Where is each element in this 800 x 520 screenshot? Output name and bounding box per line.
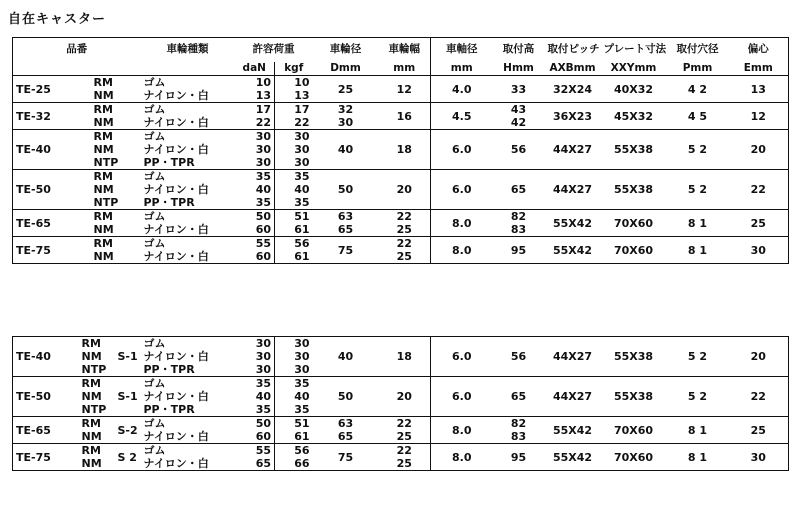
hole-dia-cell: 5 2 [667, 377, 729, 417]
header-plate-size-unit: XXYmm [601, 62, 667, 76]
header-wheel-dia: 車輪径 [329, 43, 362, 56]
hole-pitch-cell: 44X27 [545, 170, 601, 210]
code-cell: RM [91, 210, 141, 224]
load-dan-cell: 60 [235, 430, 275, 444]
hole-dia-cell: 8 1 [667, 237, 729, 264]
axle-dia-cell: 4.0 [452, 82, 472, 96]
table-row [13, 444, 789, 458]
load-kgf-cell: 40 [294, 390, 310, 403]
load-dan-cell: 35 [235, 196, 275, 210]
wheel-material-cell: PP・TPR [143, 403, 195, 416]
header-offset-unit: Emm [729, 62, 789, 76]
wheel-width-cell: 18 [379, 337, 431, 377]
axle-dia-cell: 8.0 [431, 444, 493, 471]
header-load-kgf: kgf [275, 62, 313, 76]
load-kgf-cell: 30 [294, 156, 310, 169]
mount-height-cell: 82 [493, 210, 545, 224]
code-cell: NTP [93, 196, 119, 209]
hole-dia-cell: 8 1 [667, 417, 729, 444]
load-kgf-cell: 35 [275, 170, 313, 184]
code-cell: NTP [81, 403, 107, 416]
model-cell: TE-50 [13, 170, 91, 210]
code-cell: NM [81, 457, 102, 470]
wheel-material-cell: ゴム [143, 337, 166, 350]
load-dan-cell: 60 [235, 250, 275, 264]
code-cell: NM [81, 350, 102, 363]
header-offset: 偏心 [747, 43, 769, 56]
hole-dia-cell: 5 2 [667, 130, 729, 170]
model-cell: TE-32 [13, 103, 91, 130]
plate-size-cell: 70X60 [601, 210, 667, 237]
series-cell: S-1 [115, 377, 141, 417]
wheel-material-cell: PP・TPR [143, 363, 195, 376]
plate-size-cell: 55X38 [601, 170, 667, 210]
mount-height-cell: 83 [510, 223, 527, 236]
load-dan-cell: 50 [235, 210, 275, 224]
model-cell: TE-25 [16, 82, 51, 96]
load-kgf-cell: 56 [275, 237, 313, 251]
wheel-material-cell: ナイロン・白 [143, 430, 209, 443]
plate-size-cell: 70X60 [601, 237, 667, 264]
wheel-material-cell: ナイロン・白 [143, 223, 209, 236]
plate-size-cell: 70X60 [601, 444, 667, 471]
hole-pitch-cell: 44X27 [545, 130, 601, 170]
axle-dia-cell: 6.0 [431, 130, 493, 170]
wheel-dia-cell: 63 [313, 417, 379, 431]
code-cell: RM [79, 417, 115, 431]
wheel-width-cell: 20 [379, 377, 431, 417]
offset-cell: 13 [750, 82, 766, 96]
offset-cell: 22 [729, 377, 789, 417]
load-kgf-cell: 35 [275, 377, 313, 391]
model-cell: TE-40 [13, 130, 91, 170]
load-kgf-cell: 30 [294, 337, 310, 350]
axle-dia-cell: 6.0 [452, 350, 472, 363]
axle-dia-cell: 6.0 [431, 170, 493, 210]
wheel-material-cell: ナイロン・白 [143, 143, 209, 156]
load-dan-cell: 22 [235, 116, 275, 130]
code-cell: RM [91, 237, 141, 251]
axle-dia-cell: 8.0 [431, 210, 493, 237]
wheel-dia-cell: 75 [313, 237, 379, 264]
mount-height-cell: 56 [510, 350, 527, 363]
wheel-material-cell: ゴム [141, 377, 235, 391]
header-hole-pitch: 取付ピッチ [547, 43, 600, 56]
header-axle-dia: 車軸径 [446, 43, 478, 56]
wheel-width-cell: 22 [379, 444, 431, 458]
code-cell: NM [93, 143, 114, 156]
load-kgf-cell: 30 [294, 350, 310, 363]
wheel-material-cell: ナイロン・白 [143, 116, 209, 129]
hole-pitch-cell: 44X27 [552, 350, 593, 363]
load-dan-cell: 40 [235, 183, 275, 196]
mount-height-cell: 83 [510, 430, 527, 443]
plate-size-cell: 40X32 [613, 82, 654, 96]
code-cell: NM [93, 250, 114, 263]
load-kgf-cell: 66 [294, 457, 310, 470]
code-cell: NM [93, 116, 114, 129]
model-cell: TE-75 [13, 237, 91, 264]
mount-height-cell: 65 [493, 377, 545, 417]
table-row [13, 103, 789, 117]
caster-spec-table [12, 37, 789, 264]
load-dan-cell: 50 [235, 417, 275, 431]
load-dan-cell: 35 [235, 403, 275, 417]
wheel-dia-cell: 50 [313, 170, 379, 210]
offset-cell: 22 [729, 170, 789, 210]
code-cell: RM [91, 130, 141, 144]
table-row [13, 377, 789, 391]
wheel-width-cell: 22 [379, 237, 431, 251]
hole-pitch-cell: 55X42 [545, 237, 601, 264]
load-kgf-cell: 61 [294, 223, 310, 236]
hole-pitch-cell: 32X24 [552, 82, 593, 96]
load-dan-cell: 30 [235, 350, 275, 363]
hole-dia-cell: 4 5 [667, 103, 729, 130]
header-load: 許容荷重 [252, 43, 295, 56]
load-kgf-cell: 51 [275, 417, 313, 431]
wheel-material-cell: PP・TPR [143, 196, 195, 209]
mount-height-cell: 43 [493, 103, 545, 117]
code-cell: RM [91, 103, 141, 117]
wheel-material-cell: ナイロン・白 [143, 457, 209, 470]
axle-dia-cell: 4.5 [431, 103, 493, 130]
table-row [13, 76, 789, 90]
code-cell: NM [93, 183, 114, 196]
plate-size-cell: 55X38 [601, 377, 667, 417]
model-cell: TE-75 [13, 444, 79, 471]
hole-dia-cell: 5 2 [667, 170, 729, 210]
header-hole-dia: 取付穴径 [676, 43, 719, 56]
code-cell: NTP [93, 156, 119, 169]
plate-size-cell: 70X60 [601, 417, 667, 444]
wheel-dia-cell: 25 [337, 82, 354, 96]
wheel-material-cell: ゴム [141, 237, 235, 251]
wheel-dia-cell: 65 [337, 223, 354, 236]
wheel-material-cell: ナイロン・白 [143, 350, 209, 363]
wheel-width-cell: 20 [379, 170, 431, 210]
header-hole-dia-unit: Pmm [667, 62, 729, 76]
load-dan-cell: 35 [235, 377, 275, 391]
load-kgf-cell: 40 [294, 183, 310, 196]
table-row [13, 417, 789, 431]
wheel-width-cell: 25 [379, 250, 431, 264]
hole-dia-cell: 8 1 [667, 210, 729, 237]
code-cell: RM [79, 444, 115, 458]
load-kgf-cell: 17 [275, 103, 313, 117]
plate-size-cell: 45X32 [601, 103, 667, 130]
mount-height-cell: 95 [493, 237, 545, 264]
offset-cell: 20 [750, 350, 766, 363]
load-kgf-cell: 22 [294, 116, 310, 129]
wheel-width-cell: 12 [379, 76, 431, 103]
code-cell: RM [81, 337, 101, 350]
code-cell: RM [79, 377, 115, 391]
load-dan-cell: 30 [235, 156, 275, 170]
wheel-width-cell: 16 [379, 103, 431, 130]
load-kgf-cell: 10 [294, 76, 310, 89]
mount-height-cell: 42 [510, 116, 527, 129]
model-cell: TE-40 [16, 350, 51, 363]
model-cell: TE-65 [13, 417, 79, 444]
offset-cell: 30 [729, 237, 789, 264]
hole-pitch-cell: 55X42 [545, 210, 601, 237]
mount-height-cell: 82 [493, 417, 545, 431]
table-row [13, 170, 789, 184]
wheel-dia-cell: 30 [337, 116, 354, 129]
plate-size-cell: 55X38 [601, 130, 667, 170]
load-kgf-cell: 30 [294, 143, 310, 156]
load-kgf-cell: 56 [275, 444, 313, 458]
load-dan-cell: 10 [235, 76, 275, 90]
table-row [13, 337, 789, 351]
mount-height-cell: 56 [493, 130, 545, 170]
wheel-width-cell: 18 [379, 130, 431, 170]
hole-pitch-cell: 44X27 [545, 377, 601, 417]
wheel-dia-cell: 75 [313, 444, 379, 471]
header-plate-size: プレート寸法 [603, 43, 667, 56]
code-cell: RM [93, 76, 113, 89]
caster-spec-table-series [12, 336, 789, 471]
mount-height-cell: 65 [493, 170, 545, 210]
hole-pitch-cell: 55X42 [545, 444, 601, 471]
hole-dia-cell: 4 2 [687, 82, 708, 96]
wheel-dia-cell: 63 [313, 210, 379, 224]
header-mount-height: 取付高 [502, 43, 535, 56]
table-row [13, 130, 789, 144]
load-kgf-cell: 61 [294, 250, 310, 263]
load-kgf-cell: 61 [294, 430, 310, 443]
load-dan-cell: 40 [235, 390, 275, 403]
plate-size-cell: 55X38 [613, 350, 654, 363]
header-mount-height-unit: Hmm [493, 62, 545, 76]
load-dan-cell: 30 [235, 363, 275, 377]
offset-cell: 30 [729, 444, 789, 471]
wheel-material-cell: PP・TPR [143, 156, 195, 169]
code-cell: NM [81, 430, 102, 443]
wheel-material-cell: ゴム [141, 130, 235, 144]
load-dan-cell: 60 [235, 223, 275, 237]
table-header [13, 38, 789, 76]
wheel-material-cell: ゴム [141, 210, 235, 224]
wheel-material-cell: ナイロン・白 [143, 89, 209, 102]
header-hole-pitch-unit: AXBmm [545, 62, 601, 76]
header-wheel-width: 車輪幅 [379, 38, 431, 62]
mount-height-cell: 33 [510, 82, 527, 96]
code-cell: NM [81, 390, 102, 403]
header-part: 品番 [66, 43, 88, 56]
code-cell: NM [93, 89, 114, 102]
load-dan-cell: 55 [235, 237, 275, 251]
axle-dia-cell: 8.0 [431, 237, 493, 264]
header-axle-dia-unit: mm [431, 62, 493, 76]
load-dan-cell: 65 [235, 457, 275, 471]
load-kgf-cell: 13 [294, 89, 310, 102]
model-cell: TE-50 [13, 377, 79, 417]
model-cell: TE-65 [13, 210, 91, 237]
wheel-width-cell: 25 [379, 430, 431, 444]
wheel-material-cell: ゴム [141, 103, 235, 117]
mount-height-cell: 95 [493, 444, 545, 471]
hole-dia-cell: 8 1 [667, 444, 729, 471]
load-kgf-cell: 35 [294, 196, 310, 209]
load-kgf-cell: 30 [294, 363, 310, 376]
load-dan-cell: 17 [235, 103, 275, 117]
header-wheel-dia-unit: Dmm [313, 62, 379, 76]
load-kgf-cell: 35 [294, 403, 310, 416]
load-dan-cell: 30 [235, 337, 275, 351]
wheel-dia-cell: 40 [313, 130, 379, 170]
header-wheel-type: 車輪種類 [166, 43, 209, 56]
wheel-dia-cell: 65 [337, 430, 354, 443]
code-cell: NTP [81, 363, 107, 376]
table-row [13, 237, 789, 251]
wheel-width-cell: 22 [379, 210, 431, 224]
hole-pitch-cell: 55X42 [545, 417, 601, 444]
wheel-dia-cell: 50 [313, 377, 379, 417]
wheel-material-cell: ゴム [141, 444, 235, 458]
wheel-width-cell: 25 [379, 457, 431, 471]
header-load-dan: daN [235, 62, 275, 76]
load-dan-cell: 30 [235, 130, 275, 144]
wheel-material-cell: ゴム [143, 76, 166, 89]
table-row [13, 210, 789, 224]
hole-pitch-cell: 36X23 [545, 103, 601, 130]
series-cell: S-1 [117, 350, 138, 363]
wheel-dia-cell: 32 [313, 103, 379, 117]
series-cell: S-2 [115, 417, 141, 444]
page-title: 自在キャスター [8, 12, 107, 27]
wheel-width-cell: 25 [379, 223, 431, 237]
offset-cell: 25 [729, 417, 789, 444]
axle-dia-cell: 8.0 [431, 417, 493, 444]
wheel-material-cell: ナイロン・白 [143, 183, 209, 196]
wheel-width-cell: 22 [379, 417, 431, 431]
offset-cell: 20 [729, 130, 789, 170]
series-cell: S 2 [115, 444, 141, 471]
load-dan-cell: 55 [235, 444, 275, 458]
load-kgf-cell: 30 [275, 130, 313, 144]
offset-cell: 12 [729, 103, 789, 130]
wheel-material-cell: ゴム [141, 170, 235, 184]
wheel-dia-cell: 40 [337, 350, 354, 363]
load-dan-cell: 13 [235, 89, 275, 103]
wheel-material-cell: ナイロン・白 [143, 250, 209, 263]
load-dan-cell: 35 [235, 170, 275, 184]
load-kgf-cell: 51 [275, 210, 313, 224]
axle-dia-cell: 6.0 [431, 377, 493, 417]
code-cell: NM [93, 223, 114, 236]
offset-cell: 25 [729, 210, 789, 237]
code-cell: RM [91, 170, 141, 184]
load-dan-cell: 30 [235, 143, 275, 156]
hole-dia-cell: 5 2 [687, 350, 708, 363]
wheel-material-cell: ゴム [141, 417, 235, 431]
header-wheel-width-unit: mm [379, 62, 431, 76]
wheel-material-cell: ナイロン・白 [143, 390, 209, 403]
